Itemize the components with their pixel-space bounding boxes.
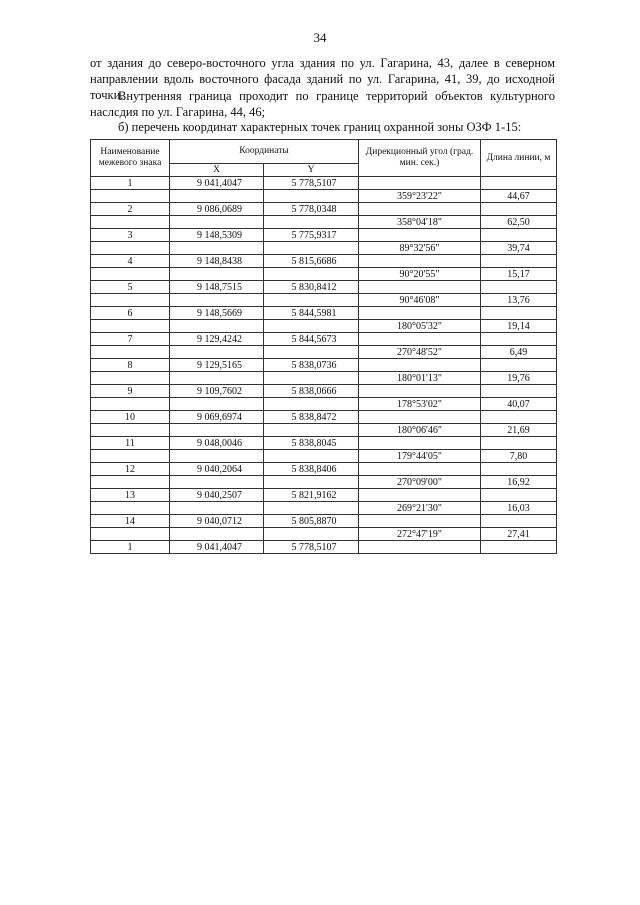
point-y: 5 838,0666 [264, 385, 359, 398]
point-y: 5 775,9317 [264, 229, 359, 242]
y-empty [264, 346, 359, 359]
x-empty [170, 268, 264, 281]
table-row-segment [91, 476, 557, 489]
segment-length: 13,76 [481, 294, 557, 307]
segment-angle: 270°48'52" [359, 346, 481, 359]
table-row-point [91, 385, 557, 398]
x-empty [170, 372, 264, 385]
point-y: 5 805,8870 [264, 515, 359, 528]
table-row-segment [91, 268, 557, 281]
angle-empty [359, 463, 481, 476]
y-empty [264, 242, 359, 255]
paragraph-inner-boundary [90, 88, 555, 120]
header-coords: Координаты [170, 140, 359, 164]
name-empty [91, 424, 170, 437]
table-row-point [91, 307, 557, 320]
x-empty [170, 450, 264, 463]
table-body [91, 177, 557, 554]
point-name: 9 [91, 385, 170, 398]
length-empty [481, 463, 557, 476]
length-empty [481, 385, 557, 398]
table-row-point [91, 177, 557, 190]
name-empty [91, 294, 170, 307]
segment-length: 39,74 [481, 242, 557, 255]
name-empty [91, 372, 170, 385]
point-x: 9 041,4047 [170, 541, 264, 554]
y-empty [264, 320, 359, 333]
name-empty [91, 242, 170, 255]
name-empty [91, 190, 170, 203]
angle-empty [359, 359, 481, 372]
name-empty [91, 320, 170, 333]
point-y: 5 844,5673 [264, 333, 359, 346]
point-name: 4 [91, 255, 170, 268]
point-x: 9 129,5165 [170, 359, 264, 372]
length-empty [481, 359, 557, 372]
length-empty [481, 489, 557, 502]
point-name: 11 [91, 437, 170, 450]
segment-angle: 180°06'46" [359, 424, 481, 437]
point-name: 5 [91, 281, 170, 294]
length-empty [481, 255, 557, 268]
point-x: 9 040,2507 [170, 489, 264, 502]
segment-angle: 178°53'02" [359, 398, 481, 411]
point-name: 1 [91, 541, 170, 554]
table-row-segment [91, 424, 557, 437]
name-empty [91, 216, 170, 229]
angle-empty [359, 515, 481, 528]
header-length: Длина линии, м [481, 140, 557, 177]
table-row-point [91, 359, 557, 372]
x-empty [170, 398, 264, 411]
segment-angle: 90°46'08" [359, 294, 481, 307]
point-x: 9 148,7515 [170, 281, 264, 294]
point-y: 5 838,8045 [264, 437, 359, 450]
point-y: 5 844,5981 [264, 307, 359, 320]
table-row-point [91, 281, 557, 294]
table-row-segment [91, 346, 557, 359]
name-empty [91, 476, 170, 489]
segment-length: 40,07 [481, 398, 557, 411]
y-empty [264, 476, 359, 489]
point-name: 12 [91, 463, 170, 476]
coordinates-table [90, 139, 557, 554]
angle-empty [359, 385, 481, 398]
point-name: 1 [91, 177, 170, 190]
x-empty [170, 476, 264, 489]
segment-angle: 89°32'56" [359, 242, 481, 255]
table-row-point [91, 229, 557, 242]
table-row-segment [91, 216, 557, 229]
table-row-point [91, 411, 557, 424]
length-empty [481, 515, 557, 528]
table-row-segment [91, 294, 557, 307]
angle-empty [359, 203, 481, 216]
segment-length: 7,80 [481, 450, 557, 463]
point-y: 5 815,6686 [264, 255, 359, 268]
header-x: X [170, 164, 264, 177]
point-x: 9 040,2064 [170, 463, 264, 476]
angle-empty [359, 281, 481, 294]
y-empty [264, 398, 359, 411]
point-name: 13 [91, 489, 170, 502]
name-empty [91, 268, 170, 281]
segment-angle: 90°20'55" [359, 268, 481, 281]
segment-angle: 270°09'00" [359, 476, 481, 489]
y-empty [264, 216, 359, 229]
point-x: 9 148,5309 [170, 229, 264, 242]
table-row-segment [91, 398, 557, 411]
point-y: 5 778,5107 [264, 541, 359, 554]
segment-angle: 180°01'13" [359, 372, 481, 385]
point-y: 5 838,8472 [264, 411, 359, 424]
segment-length: 21,69 [481, 424, 557, 437]
table-row-segment [91, 190, 557, 203]
y-empty [264, 294, 359, 307]
point-x: 9 086,0689 [170, 203, 264, 216]
length-empty [481, 307, 557, 320]
segment-length: 62,50 [481, 216, 557, 229]
name-empty [91, 528, 170, 541]
y-empty [264, 450, 359, 463]
y-empty [264, 372, 359, 385]
length-empty [481, 229, 557, 242]
table-row-point [91, 515, 557, 528]
point-name: 10 [91, 411, 170, 424]
segment-angle: 359°23'22" [359, 190, 481, 203]
table-row-point [91, 437, 557, 450]
table-row-point [91, 255, 557, 268]
table-row-segment [91, 528, 557, 541]
table-row-point [91, 333, 557, 346]
segment-angle: 269°21'30" [359, 502, 481, 515]
x-empty [170, 528, 264, 541]
name-empty [91, 502, 170, 515]
y-empty [264, 424, 359, 437]
point-x: 9 148,8438 [170, 255, 264, 268]
table-row-segment [91, 372, 557, 385]
header-name: Наименование межевого знака [91, 140, 170, 177]
y-empty [264, 268, 359, 281]
segment-angle: 358°04'18" [359, 216, 481, 229]
point-name: 7 [91, 333, 170, 346]
segment-length: 27,41 [481, 528, 557, 541]
y-empty [264, 528, 359, 541]
length-empty [481, 333, 557, 346]
point-name: 3 [91, 229, 170, 242]
x-empty [170, 294, 264, 307]
table-row-point [91, 541, 557, 554]
point-name: 14 [91, 515, 170, 528]
point-x: 9 148,5669 [170, 307, 264, 320]
angle-empty [359, 229, 481, 242]
angle-empty [359, 177, 481, 190]
segment-angle: 272°47'19" [359, 528, 481, 541]
x-empty [170, 190, 264, 203]
paragraph-coords-list-intro: б) перечень координат характерных точек границ охранной зоны ОЗФ 1-15: [118, 120, 522, 134]
angle-empty [359, 489, 481, 502]
point-name: 2 [91, 203, 170, 216]
point-y: 5 838,8406 [264, 463, 359, 476]
length-empty [481, 411, 557, 424]
segment-length: 16,03 [481, 502, 557, 515]
angle-empty [359, 437, 481, 450]
header-angle: Дирекционный угол (град. мин. сек.) [359, 140, 481, 177]
angle-empty [359, 307, 481, 320]
segment-angle: 179°44'05" [359, 450, 481, 463]
length-empty [481, 281, 557, 294]
page-number: 34 [313, 30, 327, 45]
table-row-point [91, 203, 557, 216]
segment-length: 19,14 [481, 320, 557, 333]
x-empty [170, 242, 264, 255]
point-y: 5 821,9162 [264, 489, 359, 502]
length-empty [481, 437, 557, 450]
y-empty [264, 190, 359, 203]
table-row-point [91, 463, 557, 476]
paragraph-line: Внутренняя граница проходит по границе территорий объектов культурного [118, 89, 555, 103]
table-row-segment [91, 242, 557, 255]
angle-empty [359, 541, 481, 554]
point-name: 6 [91, 307, 170, 320]
point-y: 5 778,5107 [264, 177, 359, 190]
segment-length: 16,92 [481, 476, 557, 489]
segment-length: 15,17 [481, 268, 557, 281]
x-empty [170, 346, 264, 359]
y-empty [264, 502, 359, 515]
point-name: 8 [91, 359, 170, 372]
length-empty [481, 177, 557, 190]
paragraph-line: направлении вдоль восточного фасада зданий по ул. Гагарина, 41, 39, до исходной точки. [90, 72, 555, 102]
angle-empty [359, 333, 481, 346]
point-x: 9 040,0712 [170, 515, 264, 528]
length-empty [481, 203, 557, 216]
name-empty [91, 346, 170, 359]
segment-length: 19,76 [481, 372, 557, 385]
paragraph-line: от здания до северо-восточного угла здания по ул. Гагарина, 43, далее в северном [90, 56, 555, 70]
segment-angle: 180°05'32" [359, 320, 481, 333]
point-y: 5 830,8412 [264, 281, 359, 294]
name-empty [91, 398, 170, 411]
point-y: 5 838,0736 [264, 359, 359, 372]
x-empty [170, 216, 264, 229]
table-row-segment [91, 450, 557, 463]
point-x: 9 109,7602 [170, 385, 264, 398]
table-row-segment [91, 320, 557, 333]
point-x: 9 129,4242 [170, 333, 264, 346]
paragraph-line: наслсдия по ул. Гагарина, 44, 46; [90, 105, 266, 119]
point-x: 9 041,4047 [170, 177, 264, 190]
angle-empty [359, 411, 481, 424]
name-empty [91, 450, 170, 463]
segment-length: 44,67 [481, 190, 557, 203]
table-row-segment [91, 502, 557, 515]
segment-length: 6,49 [481, 346, 557, 359]
point-y: 5 778,0348 [264, 203, 359, 216]
x-empty [170, 424, 264, 437]
length-empty [481, 541, 557, 554]
x-empty [170, 502, 264, 515]
x-empty [170, 320, 264, 333]
point-x: 9 048,0046 [170, 437, 264, 450]
point-x: 9 069,6974 [170, 411, 264, 424]
angle-empty [359, 255, 481, 268]
header-y: Y [264, 164, 359, 177]
table-row-point [91, 489, 557, 502]
